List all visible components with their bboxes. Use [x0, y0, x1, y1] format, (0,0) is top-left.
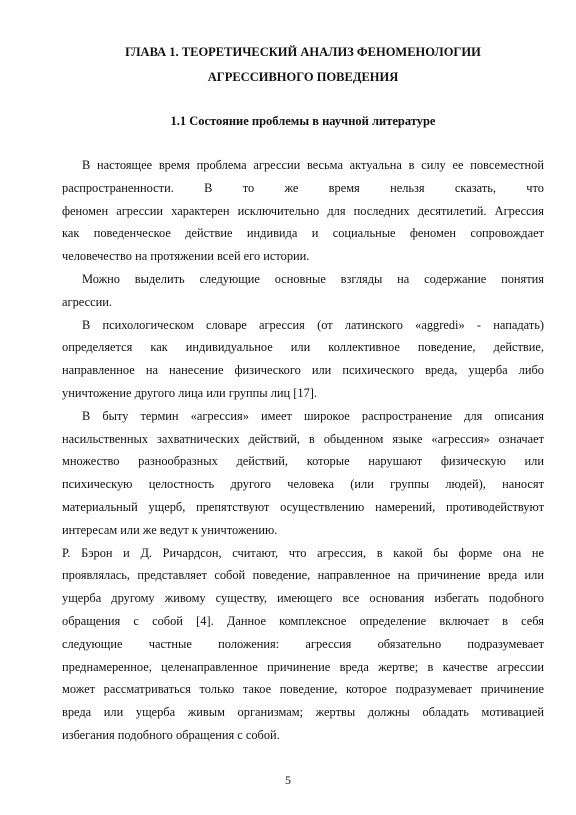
text-line: интересам или же ведут к уничтожению.	[62, 522, 278, 537]
page-number: 5	[285, 773, 291, 787]
body-text	[62, 154, 544, 747]
chapter-title-line-2: АГРЕССИВНОГО ПОВЕДЕНИЯ	[207, 70, 399, 84]
text-line: как поведенческое действие индивида и социальные феномен сопровождает	[62, 226, 544, 241]
text-line: агрессии.	[62, 294, 112, 309]
text-line: проявлялась, представляет собой поведение, направленное на причинение вреда или	[62, 568, 544, 583]
text-line: В психологическом словаре агрессия (от латинского «aggredi» - нападать)	[82, 317, 544, 332]
text-line: вреда или ущерба живым организмам; жертвы должны обладать мотивацией	[62, 705, 544, 720]
text-line: уничтожение другого лица или группы лиц [17].	[62, 385, 318, 400]
text-line: направленное на нанесение физического или психического вреда, ущерба либо	[62, 363, 544, 378]
text-line: может рассматриваться только такое поведение, которое подразумевает причинение	[62, 682, 544, 697]
text-line: В быту термин «агрессия» имеет широкое распространение для описания	[82, 408, 544, 423]
text-line: феномен агрессии характерен исключительно для последних десятилетий. Агрессия	[62, 203, 544, 218]
chapter-title	[60, 40, 546, 90]
text-line: следующие частные положения: агрессия обязательно подразумевает	[62, 636, 544, 651]
text-line: избегания подобного обращения с собой.	[62, 727, 280, 742]
text-line: ущерба другому живому существу, имеющего все основания избегать подобного	[62, 591, 544, 606]
text-line: психическую целостность другого человека (или группы людей), наносят	[62, 477, 544, 492]
text-line: распространенности. В то же время нельзя сказать, что	[62, 180, 544, 195]
text-line: множество разнообразных действий, которые нарушают физическую или	[62, 454, 544, 469]
text-line: насильственных захватнических действий, в обыденном языке «агрессия» означает	[62, 431, 544, 446]
section-title: 1.1 Состояние проблемы в научной литературе	[170, 114, 436, 128]
chapter-title-line-1: ГЛАВА 1. ТЕОРЕТИЧЕСКИЙ АНАЛИЗ ФЕНОМЕНОЛОГИИ	[125, 45, 481, 59]
text-line: В настоящее время проблема агрессии весьма актуальна в силу ее повсеместной	[82, 158, 544, 172]
text-line: определяется как индивидуальное или коллективное поведение, действие,	[62, 340, 544, 355]
text-line: человечество на протяжении всей его истории.	[62, 249, 310, 264]
text-line: Р. Бэрон и Д. Ричардсон, считают, что агрессия, в какой бы форме она не	[62, 545, 544, 560]
text-line: материальный ущерб, препятствуют осуществлению намерений, противодействуют	[62, 499, 544, 514]
text-line: преднамеренное, целенаправленное причинение вреда жертве; в качестве агрессии	[62, 659, 544, 674]
text-line: Можно выделить следующие основные взгляды на содержание понятия	[82, 271, 544, 286]
text-line: обращения с собой [4]. Данное комплексное определение включает в себя	[62, 613, 544, 628]
